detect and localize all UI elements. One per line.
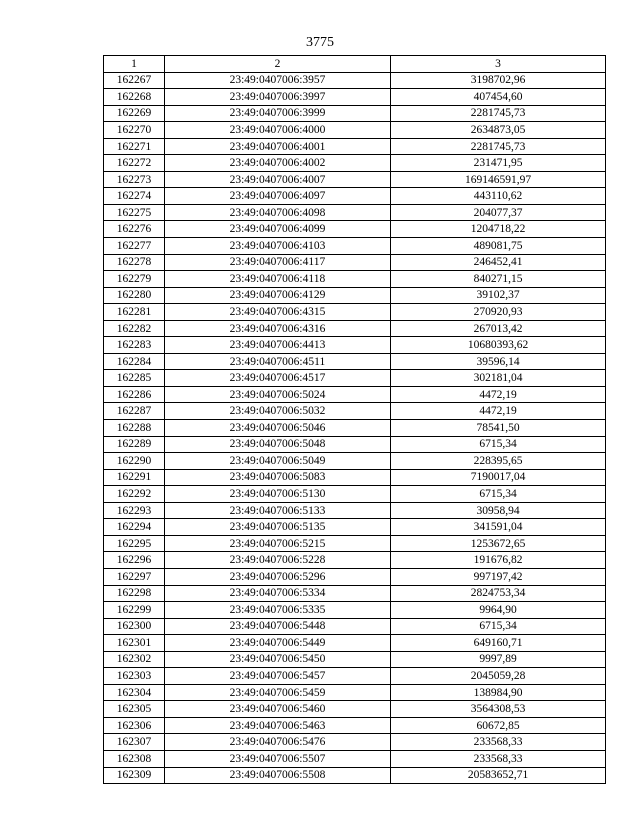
row-number-cell: 162285	[104, 370, 165, 387]
table-row	[104, 89, 606, 106]
table-row	[104, 585, 606, 602]
row-number-cell: 162274	[104, 188, 165, 205]
row-number-cell: 162302	[104, 651, 165, 668]
row-number-cell: 162270	[104, 122, 165, 139]
value-cell: 30958,94	[391, 502, 606, 519]
value-cell: 60672,85	[391, 717, 606, 734]
value-cell: 6715,34	[391, 436, 606, 453]
cadastral-number-cell: 23:49:0407006:4413	[165, 337, 391, 354]
value-cell: 20583652,71	[391, 767, 606, 784]
value-cell: 39102,37	[391, 287, 606, 304]
column-header-2: 2	[165, 56, 391, 73]
value-cell: 78541,50	[391, 420, 606, 437]
value-cell: 1204718,22	[391, 221, 606, 238]
value-cell: 2281745,73	[391, 105, 606, 122]
row-number-cell: 162308	[104, 750, 165, 767]
row-number-cell: 162289	[104, 436, 165, 453]
row-number-cell: 162272	[104, 155, 165, 172]
row-number-cell: 162284	[104, 353, 165, 370]
value-cell: 2281745,73	[391, 138, 606, 155]
page-number: 3775	[306, 35, 334, 50]
row-number-cell: 162301	[104, 635, 165, 652]
row-number-cell: 162267	[104, 72, 165, 89]
table-row	[104, 502, 606, 519]
cadastral-number-cell: 23:49:0407006:3999	[165, 105, 391, 122]
value-cell: 9964,90	[391, 602, 606, 619]
table-row	[104, 370, 606, 387]
cadastral-number-cell: 23:49:0407006:4097	[165, 188, 391, 205]
row-number-cell: 162292	[104, 486, 165, 503]
row-number-cell: 162299	[104, 602, 165, 619]
value-cell: 489081,75	[391, 238, 606, 255]
cadastral-number-cell: 23:49:0407006:5335	[165, 602, 391, 619]
cadastral-number-cell: 23:49:0407006:4316	[165, 320, 391, 337]
table-row	[104, 221, 606, 238]
row-number-cell: 162290	[104, 453, 165, 470]
row-number-cell: 162287	[104, 403, 165, 420]
table-row	[104, 204, 606, 221]
table-row	[104, 750, 606, 767]
cadastral-number-cell: 23:49:0407006:5228	[165, 552, 391, 569]
row-number-cell: 162281	[104, 304, 165, 321]
table-header	[104, 56, 606, 73]
cadastral-number-cell: 23:49:0407006:4001	[165, 138, 391, 155]
table-row	[104, 122, 606, 139]
row-number-cell: 162294	[104, 519, 165, 536]
cadastral-number-cell: 23:49:0407006:5507	[165, 750, 391, 767]
value-cell: 4472,19	[391, 403, 606, 420]
table-row	[104, 651, 606, 668]
cadastral-number-cell: 23:49:0407006:5296	[165, 568, 391, 585]
table-row	[104, 668, 606, 685]
row-number-cell: 162276	[104, 221, 165, 238]
row-number-cell: 162268	[104, 89, 165, 106]
value-cell: 10680393,62	[391, 337, 606, 354]
value-cell: 840271,15	[391, 271, 606, 288]
cadastral-number-cell: 23:49:0407006:4103	[165, 238, 391, 255]
value-cell: 2824753,34	[391, 585, 606, 602]
table-row	[104, 701, 606, 718]
table-row	[104, 535, 606, 552]
cadastral-number-cell: 23:49:0407006:5049	[165, 453, 391, 470]
table-row	[104, 238, 606, 255]
value-cell: 9997,89	[391, 651, 606, 668]
value-cell: 7190017,04	[391, 469, 606, 486]
row-number-cell: 162293	[104, 502, 165, 519]
value-cell: 302181,04	[391, 370, 606, 387]
cadastral-number-cell: 23:49:0407006:3997	[165, 89, 391, 106]
cadastral-number-cell: 23:49:0407006:5460	[165, 701, 391, 718]
value-cell: 169146591,97	[391, 171, 606, 188]
table-row	[104, 105, 606, 122]
value-cell: 6715,34	[391, 618, 606, 635]
cadastral-number-cell: 23:49:0407006:5048	[165, 436, 391, 453]
table-row	[104, 304, 606, 321]
row-number-cell: 162307	[104, 734, 165, 751]
row-number-cell: 162286	[104, 386, 165, 403]
row-number-cell: 162273	[104, 171, 165, 188]
table-row	[104, 519, 606, 536]
value-cell: 204077,37	[391, 204, 606, 221]
cadastral-number-cell: 23:49:0407006:5135	[165, 519, 391, 536]
row-number-cell: 162283	[104, 337, 165, 354]
value-cell: 997197,42	[391, 568, 606, 585]
value-cell: 2045059,28	[391, 668, 606, 685]
table-row	[104, 188, 606, 205]
row-number-cell: 162300	[104, 618, 165, 635]
table-row	[104, 155, 606, 172]
cadastral-number-cell: 23:49:0407006:5334	[165, 585, 391, 602]
header-row	[104, 56, 606, 73]
table-row	[104, 320, 606, 337]
value-cell: 138984,90	[391, 684, 606, 701]
cadastral-number-cell: 23:49:0407006:5046	[165, 420, 391, 437]
value-cell: 270920,93	[391, 304, 606, 321]
row-number-cell: 162306	[104, 717, 165, 734]
cadastral-number-cell: 23:49:0407006:3957	[165, 72, 391, 89]
cadastral-number-cell: 23:49:0407006:4129	[165, 287, 391, 304]
table-row	[104, 271, 606, 288]
table-row	[104, 486, 606, 503]
row-number-cell: 162296	[104, 552, 165, 569]
cadastral-number-cell: 23:49:0407006:5032	[165, 403, 391, 420]
table-row	[104, 436, 606, 453]
value-cell: 4472,19	[391, 386, 606, 403]
table-row	[104, 602, 606, 619]
table-row	[104, 469, 606, 486]
value-cell: 2634873,05	[391, 122, 606, 139]
row-number-cell: 162288	[104, 420, 165, 437]
table-row	[104, 568, 606, 585]
table-row	[104, 254, 606, 271]
row-number-cell: 162291	[104, 469, 165, 486]
table-row	[104, 767, 606, 784]
table-row	[104, 717, 606, 734]
cadastral-number-cell: 23:49:0407006:4098	[165, 204, 391, 221]
value-cell: 407454,60	[391, 89, 606, 106]
cadastral-number-cell: 23:49:0407006:5508	[165, 767, 391, 784]
cadastral-number-cell: 23:49:0407006:5450	[165, 651, 391, 668]
cadastral-number-cell: 23:49:0407006:4002	[165, 155, 391, 172]
row-number-cell: 162304	[104, 684, 165, 701]
value-cell: 233568,33	[391, 734, 606, 751]
cadastral-number-cell: 23:49:0407006:4007	[165, 171, 391, 188]
cadastral-number-cell: 23:49:0407006:5449	[165, 635, 391, 652]
value-cell: 233568,33	[391, 750, 606, 767]
table-row	[104, 734, 606, 751]
table-row	[104, 618, 606, 635]
table-row	[104, 386, 606, 403]
row-number-cell: 162297	[104, 568, 165, 585]
value-cell: 228395,65	[391, 453, 606, 470]
data-table	[103, 55, 606, 784]
value-cell: 1253672,65	[391, 535, 606, 552]
table-row	[104, 72, 606, 89]
value-cell: 341591,04	[391, 519, 606, 536]
cadastral-number-cell: 23:49:0407006:5133	[165, 502, 391, 519]
cadastral-number-cell: 23:49:0407006:4517	[165, 370, 391, 387]
value-cell: 3198702,96	[391, 72, 606, 89]
value-cell: 39596,14	[391, 353, 606, 370]
table-row	[104, 552, 606, 569]
cadastral-number-cell: 23:49:0407006:5215	[165, 535, 391, 552]
row-number-cell: 162282	[104, 320, 165, 337]
column-header-3: 3	[391, 56, 606, 73]
value-cell: 6715,34	[391, 486, 606, 503]
value-cell: 246452,41	[391, 254, 606, 271]
value-cell: 267013,42	[391, 320, 606, 337]
row-number-cell: 162298	[104, 585, 165, 602]
value-cell: 231471,95	[391, 155, 606, 172]
value-cell: 3564308,53	[391, 701, 606, 718]
cadastral-number-cell: 23:49:0407006:5457	[165, 668, 391, 685]
cadastral-number-cell: 23:49:0407006:4118	[165, 271, 391, 288]
table-body	[104, 72, 606, 784]
row-number-cell: 162280	[104, 287, 165, 304]
table-row	[104, 138, 606, 155]
table-row	[104, 403, 606, 420]
cadastral-number-cell: 23:49:0407006:4099	[165, 221, 391, 238]
cadastral-number-cell: 23:49:0407006:5130	[165, 486, 391, 503]
cadastral-number-cell: 23:49:0407006:5476	[165, 734, 391, 751]
cadastral-number-cell: 23:49:0407006:5448	[165, 618, 391, 635]
table-row	[104, 337, 606, 354]
value-cell: 191676,82	[391, 552, 606, 569]
cadastral-number-cell: 23:49:0407006:5024	[165, 386, 391, 403]
row-number-cell: 162271	[104, 138, 165, 155]
value-cell: 649160,71	[391, 635, 606, 652]
table-row	[104, 453, 606, 470]
table-row	[104, 635, 606, 652]
cadastral-number-cell: 23:49:0407006:4511	[165, 353, 391, 370]
column-header-1: 1	[104, 56, 165, 73]
row-number-cell: 162269	[104, 105, 165, 122]
table-row	[104, 684, 606, 701]
table-row	[104, 171, 606, 188]
row-number-cell: 162303	[104, 668, 165, 685]
row-number-cell: 162275	[104, 204, 165, 221]
table-row	[104, 287, 606, 304]
cadastral-number-cell: 23:49:0407006:5463	[165, 717, 391, 734]
cadastral-number-cell: 23:49:0407006:4117	[165, 254, 391, 271]
row-number-cell: 162305	[104, 701, 165, 718]
value-cell: 443110,62	[391, 188, 606, 205]
cadastral-number-cell: 23:49:0407006:5459	[165, 684, 391, 701]
cadastral-number-cell: 23:49:0407006:5083	[165, 469, 391, 486]
cadastral-number-cell: 23:49:0407006:4315	[165, 304, 391, 321]
row-number-cell: 162309	[104, 767, 165, 784]
cadastral-number-cell: 23:49:0407006:4000	[165, 122, 391, 139]
row-number-cell: 162279	[104, 271, 165, 288]
row-number-cell: 162278	[104, 254, 165, 271]
row-number-cell: 162295	[104, 535, 165, 552]
table-row	[104, 353, 606, 370]
row-number-cell: 162277	[104, 238, 165, 255]
table-row	[104, 420, 606, 437]
